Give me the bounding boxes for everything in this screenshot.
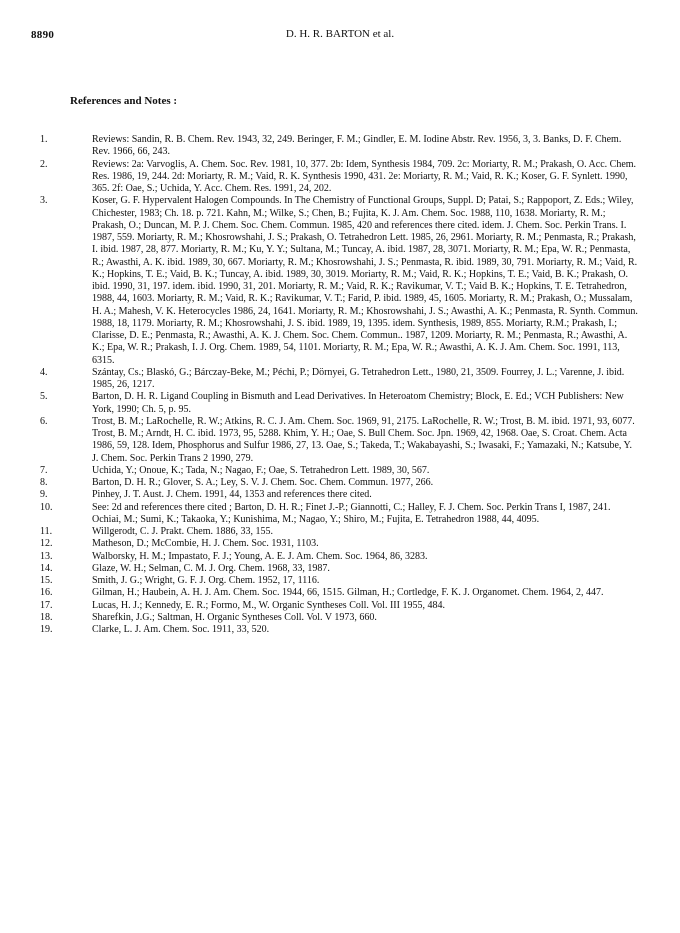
page-number: 8890: [31, 29, 55, 41]
reference-item: [40, 587, 640, 599]
reference-number: 12.: [40, 538, 53, 550]
reference-number: 3.: [40, 195, 48, 207]
reference-item: [40, 502, 640, 527]
reference-item: [40, 624, 640, 636]
reference-text: Glaze, W. H.; Selman, C. M. J. Org. Chem. 1968, 33, 1987.: [92, 562, 330, 574]
reference-text: Matheson, D.; McCombie, H. J. Chem. Soc. 1931, 1103.: [92, 538, 319, 550]
reference-number: 10.: [40, 501, 53, 513]
reference-item: [40, 465, 640, 477]
reference-item: [40, 551, 640, 563]
section-heading: References and Notes :: [70, 95, 178, 107]
reference-item: [40, 575, 640, 587]
reference-item: [40, 600, 640, 612]
reference-item: [40, 367, 640, 392]
reference-item: [40, 391, 640, 416]
reference-number: 15.: [40, 575, 53, 586]
reference-item: [40, 134, 640, 159]
reference-text: Reviews: 2a: Varvoglis, A. Chem. Soc. Rev. 1981, 10, 377. 2b: Idem, Synthesis 1984, 709. 2c: Moriarty, R. M.; Prakash, O. Acc. Chem. Res. 1986, 19, 244. 2d: Moriarty, R. M.; Vaid, R. K. Synthesis 1990, 431. 2e: Moriarty, R. M.; Vaid, R. K.; Koser, G. F. Synlett. 1990, 365. 2f: Oae, S.; Uchida, Y. Acc. Chem. Res. 1991, 24, 202.: [92, 158, 637, 194]
reference-number: 14.: [40, 562, 53, 574]
reference-item: [40, 526, 640, 538]
reference-text: Barton, D. H. R.; Glover, S. A.; Ley, S. V. J. Chem. Soc. Chem. Commun. 1977, 266.: [92, 477, 434, 488]
reference-number: 19.: [40, 624, 53, 635]
reference-item: [40, 159, 640, 196]
reference-text: Smith, J. G.; Wright, G. F. J. Org. Chem. 1952, 17, 1116.: [92, 575, 320, 586]
reference-number: 17.: [40, 599, 53, 611]
reference-text: Sharefkin, J.G.; Saltman, H. Organic Syntheses Coll. Vol. V 1973, 660.: [92, 611, 377, 623]
reference-number: 9.: [40, 489, 48, 501]
reference-number: 1.: [40, 134, 48, 145]
reference-text: Koser, G. F. Hypervalent Halogen Compounds. In The Chemistry of Functional Groups, Suppl. D; Patai, S.; Rappoport, Z. Eds.; Wiley, Chichester, 1983; Ch. 18. p. 721. Kahn, M.; Wilke, S.; Chen, B.; Fujita, K. J. Am. Chem. Soc. 1988, 110, 1638. Moriarty, R. M.; Prakash, O.; Duncan, M. P. J. Chem. Soc. Chem. Commun. 1985, 420 and references there cited. idem. J. Chem. Soc. Perkin Trans. I. 1987, 559. Moriarty, R. M.; Khosrowshahi, J. S.; Prakash, O. Tetrahedron Lett. 1985, 26, 2961. Moriarty, R. M.; Penmasta, R.; Prakash, I. ibid. 1987, 28, 877. Moriarty, R. M.; Ku, Y. Y.; Sultana, M.; Tuncay, A. ibid. 1987, 28, 3071. Moriarty, R. M.; Epa, W. R.; Penmasta, R.; Awasthi, A. K. ibid. 1989, 30, 667. Moriarty, R. M.; Khosrowshahi, J. S.; Penmasta, R. ibid. 1989, 30, 791. Moriarty, R. M.; Vaid, R. K.; Hopkins, T. E.; Vaid, B. K.; Tuncay, A. ibid. 1989, 30, 3019. Moriarty, R. M.; Vaid, R. K.; Hopkins, T. E.; Vaid, B. K.; Prakash, O. ibid. 1990, 31, 197. idem. ibid. 1990, 31, 201. Moriarty, R. M.; Vaid, R. K.; Ravikumar, V. T.; Vaid B. K.; Hopkins, T. E. Tetrahedron, 1988, 44, 1603. Moriarty, R. M.; Vaid, R. K.; Ravikumar, V. T.; Farid, P. ibid. 1989, 45, 1605. Moriarty, R. M.; Prakash, O.; Mussalam, H. A.; Mahesh, V. K. Heterocycles 1986, 24, 1641. Moriarty, R. M.; Khosrowshahi, J. S.; Awasthi, A. K.; Penmasta, R. Synth. Commun. 1988, 18, 1179. Moriarty, R. M.; Khosrowshahi, J. S. ibid. 1989, 19, 1395. idem. Synthesis, 1989, 855. Moriarty, R.M.; Prakash, I.; Clarisse, D. E.; Penmasta, R.; Awasthi, A. K. J. Chem. Soc. Chem. Commun.. 1987, 1209. Moriarty, R. M.; Penmasta, R.; Awasthi, A. K.; Epa, W. R.; Prakash, I. J. Org. Chem. 1989, 54, 1101. Moriarty, R. M.; Epa, W. R.; Awasthi, A. K. J. Am. Chem. Soc. 1991, 113, 6315.: [92, 195, 638, 366]
reference-text: Willgerodt, C. J. Prakt. Chem. 1886, 33, 155.: [92, 526, 273, 537]
reference-text: Clarke, L. J. Am. Chem. Soc. 1911, 33, 520.: [92, 624, 270, 635]
reference-text: Trost, B. M.; LaRochelle, R. W.; Atkins, R. C. J. Am. Chem. Soc. 1969, 91, 2175. LaRochelle, R. W.; Trost, B. M. ibid. 1971, 93, 6077. Trost, B. M.; Arndt, H. C. ibid. 1973, 95, 5288. Khim, Y. H.; Oae, S. Bull Chem. Soc. Jpn. 1969, 42, 1968. Oae, S. Croat. Chem. Acta 1986, 59, 128. Idem, Phosphorus and Sulfur 1986, 27, 13. Oae, S.; Takeda, T.; Wakabayashi, S.; Iwasaki, F.; Yamazaki, N.; Katsube, Y. J. Chem. Soc. Perkin Trans 2 1990, 279.: [92, 415, 635, 464]
reference-number: 7.: [40, 464, 48, 476]
reference-number: 4.: [40, 366, 48, 378]
reference-text: Pinhey, J. T. Aust. J. Chem. 1991, 44, 1353 and references there cited.: [92, 489, 372, 501]
reference-item: [40, 489, 640, 501]
reference-number: 6.: [40, 415, 48, 427]
reference-text: Szántay, Cs.; Blaskó, G.; Bárczay-Beke, M.; Péchi, P.; Dörnyei, G. Tetrahedron Lett., 1980, 21, 3509. Fourrey, J. L.; Varenne, J. ibid. 1985, 26, 1217.: [92, 366, 625, 390]
reference-number: 5.: [40, 391, 48, 403]
reference-list: [40, 134, 640, 636]
running-head: D. H. R. BARTON et al.: [285, 28, 395, 40]
reference-number: 8.: [40, 477, 48, 488]
reference-item: [40, 538, 640, 550]
reference-item: [40, 612, 640, 624]
reference-text: Gilman, H.; Haubein, A. H. J. Am. Chem. Soc. 1944, 66, 1515. Gilman, H.; Cortledge, F. K. J. Organomet. Chem. 1964, 2, 447.: [92, 587, 604, 599]
reference-text: Reviews: Sandin, R. B. Chem. Rev. 1943, 32, 249. Beringer, F. M.; Gindler, E. M. Iodine Abstr. Rev. 1956, 3, 3. Banks, D. F. Chem. Rev. 1966, 66, 243.: [92, 134, 622, 158]
reference-text: See: 2d and references there cited ; Barton, D. H. R.; Finet J.-P.; Giannotti, C.; Halley, F. J. Chem. Soc. Perkin Trans I, 1987, 241. Ochiai, M.; Sumi, K.; Takaoka, Y.; Kunishima, M.; Nagao, Y.; Shiro, M.; Fujita, E. Tetrahedron 1988, 44, 4095.: [92, 501, 611, 525]
reference-item: [40, 477, 640, 489]
reference-text: Barton, D. H. R. Ligand Coupling in Bismuth and Lead Derivatives. In Heteroatom Chemistry; Block, E. Ed.; VCH Publishers: New York, 1990; Ch. 5, p. 95.: [92, 391, 624, 415]
reference-number: 11.: [40, 526, 53, 537]
reference-number: 18.: [40, 611, 53, 623]
reference-item: [40, 416, 640, 465]
reference-text: Lucas, H. J.; Kennedy, E. R.; Formo, M., W. Organic Syntheses Coll. Vol. III 1955, 484.: [92, 599, 445, 611]
reference-number: 16.: [40, 587, 53, 599]
reference-number: 13.: [40, 550, 53, 562]
reference-item: [40, 563, 640, 575]
reference-item: [40, 195, 640, 367]
reference-number: 2.: [40, 158, 48, 170]
reference-text: Uchida, Y.; Onoue, K.; Tada, N.; Nagao, F.; Oae, S. Tetrahedron Lett. 1989, 30, 567.: [92, 464, 430, 476]
reference-text: Walborsky, H. M.; Impastato, F. J.; Young, A. E. J. Am. Chem. Soc. 1964, 86, 3283.: [92, 550, 428, 562]
